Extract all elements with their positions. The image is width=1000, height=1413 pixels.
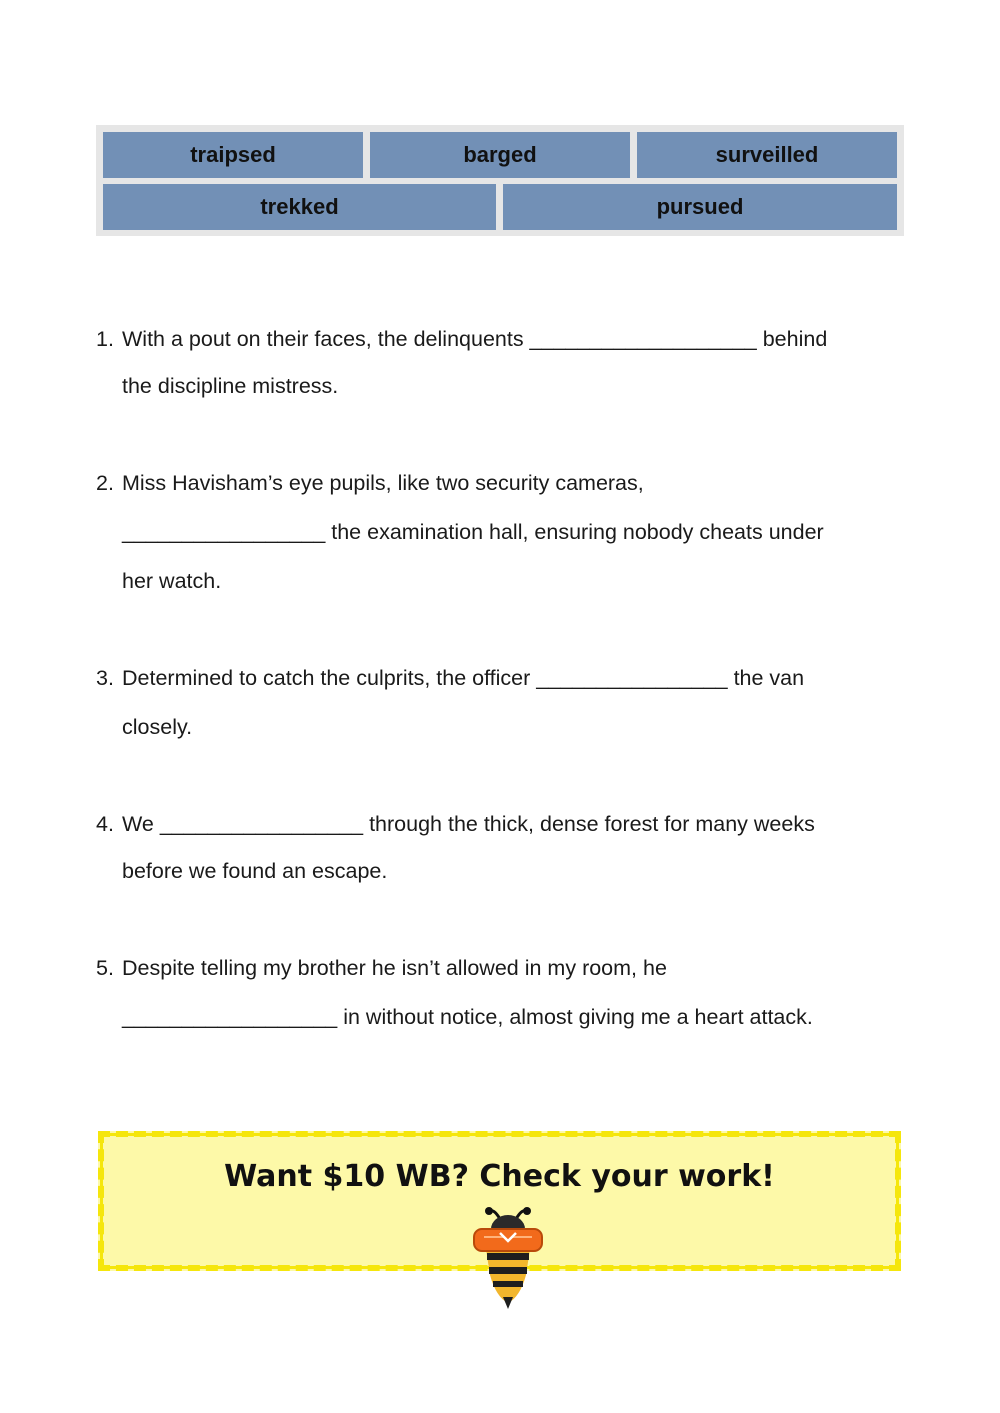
question-line: Miss Havisham’s eye pupils, like two security cameras, [122, 471, 644, 495]
word-bank-cell-barged: barged [370, 132, 630, 178]
callout-title: Want $10 WB? Check your work! [224, 1159, 775, 1194]
bee-mascot-icon [470, 1205, 546, 1309]
question-number: 1. [96, 327, 114, 351]
question-line: We _________________ through the thick, dense forest for many weeks [122, 812, 815, 836]
question-number: 3. [96, 666, 114, 690]
question-line: before we found an escape. [122, 859, 388, 883]
question-line: _________________ the examination hall, ensuring nobody cheats under [122, 520, 824, 544]
question-line: closely. [122, 715, 193, 739]
question-line: __________________ in without notice, almost giving me a heart attack. [122, 1005, 813, 1029]
question-number: 4. [96, 812, 114, 836]
question-line: With a pout on their faces, the delinquents ___________________ behind [122, 327, 828, 351]
question-line: her watch. [122, 569, 222, 593]
word-bank-cell-pursued: pursued [503, 184, 897, 230]
question-line: Determined to catch the culprits, the officer ________________ the van [122, 666, 805, 690]
question-number: 2. [96, 471, 114, 495]
word-bank [96, 125, 904, 236]
word-bank-cell-surveilled: surveilled [637, 132, 897, 178]
word-bank-cell-traipsed: traipsed [103, 132, 363, 178]
question-line: the discipline mistress. [122, 374, 339, 398]
question-number: 5. [96, 956, 114, 980]
word-bank-cell-trekked: trekked [103, 184, 496, 230]
question-line: Despite telling my brother he isn’t allowed in my room, he [122, 956, 667, 980]
